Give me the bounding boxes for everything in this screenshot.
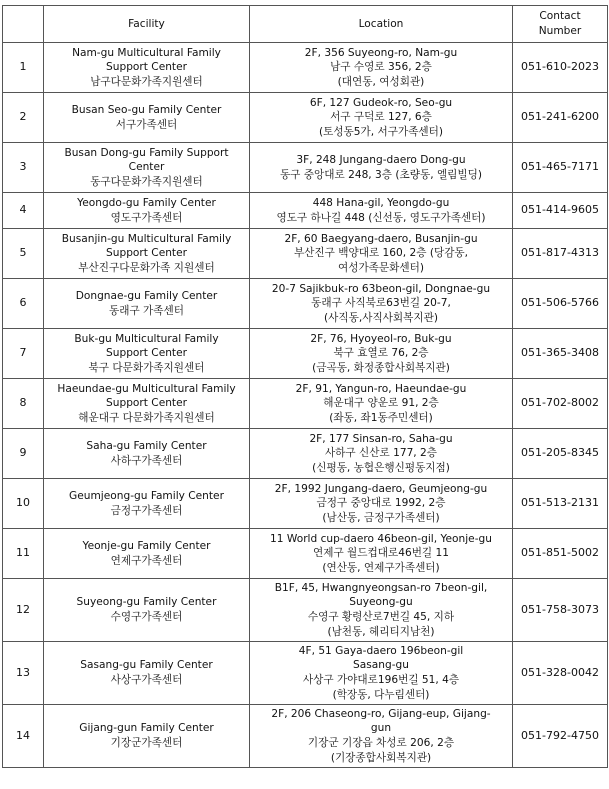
facility-cell	[44, 705, 250, 768]
facility-cell	[44, 193, 250, 229]
location-line: (신평동, 농협은행신평동지점)	[312, 461, 450, 474]
facility-line: 금정구가족센터	[110, 504, 183, 517]
location-cell	[250, 479, 513, 529]
location-cell	[250, 279, 513, 329]
table-row	[3, 143, 608, 193]
row-number: 5	[3, 229, 44, 279]
location-line: 2F, 60 Baegyang-daero, Busanjin-gu	[284, 232, 478, 245]
location-line: (남산동, 금정구가족센터)	[322, 511, 440, 524]
facility-line: 사하구가족센터	[110, 454, 183, 467]
location-line: (토성동5가, 서구가족센터)	[318, 125, 444, 138]
table-row	[3, 642, 608, 705]
row-number: 13	[3, 642, 44, 705]
header-contact	[513, 6, 608, 43]
header-number	[3, 6, 44, 43]
facility-cell	[44, 279, 250, 329]
location-line: 2F, 1992 Jungang-daero, Geumjeong-gu	[274, 482, 488, 495]
location-cell	[250, 705, 513, 768]
facility-cell	[44, 579, 250, 642]
location-line: 2F, 76, Hyoyeol-ro, Buk-gu	[310, 332, 452, 345]
table-row	[3, 193, 608, 229]
location-line: Sasang-gu	[353, 659, 409, 672]
row-number: 12	[3, 579, 44, 642]
facility-line: Buk-gu Multicultural Family	[74, 332, 219, 345]
facility-cell	[44, 43, 250, 93]
location-line: B1F, 45, Hwangnyeongsan-ro 7beon-gil,	[274, 581, 488, 594]
facility-line: Yeongdo-gu Family Center	[77, 196, 216, 209]
row-number: 7	[3, 329, 44, 379]
location-line: 사상구 가야대로196번길 51, 4층	[302, 674, 460, 686]
facility-line: Busanjin-gu Multicultural Family	[61, 232, 232, 245]
location-line: 2F, 177 Sinsan-ro, Saha-gu	[309, 432, 453, 445]
table-row	[3, 529, 608, 579]
contact-number: 051-702-8002	[513, 379, 608, 429]
facility-line: 영도구가족센터	[110, 211, 183, 224]
facility-table	[2, 5, 608, 768]
location-line: 금정구 중앙대로 1992, 2층	[316, 497, 446, 510]
location-cell	[250, 143, 513, 193]
facility-line: Yeonje-gu Family Center	[82, 539, 211, 552]
location-line: 연제구 월드컵대로46번길 11	[312, 547, 450, 560]
facility-cell	[44, 143, 250, 193]
contact-number: 051-758-3073	[513, 579, 608, 642]
contact-number: 051-465-7171	[513, 143, 608, 193]
location-cell	[250, 579, 513, 642]
facility-line: Support Center	[106, 397, 187, 410]
location-line: Suyeong-gu	[349, 596, 413, 609]
location-cell	[250, 229, 513, 279]
location-line: 4F, 51 Gaya-daero 196beon-gil	[298, 644, 464, 657]
location-line: (기장종합사회복지관)	[330, 751, 432, 764]
facility-line: 북구 다문화가족지원센터	[88, 361, 205, 374]
facility-table-document	[2, 5, 607, 768]
facility-cell	[44, 642, 250, 705]
table-row	[3, 705, 608, 768]
table-row	[3, 579, 608, 642]
location-cell	[250, 379, 513, 429]
location-line: 수영구 황령산로7번길 45, 지하	[307, 611, 455, 623]
facility-cell	[44, 529, 250, 579]
location-cell	[250, 329, 513, 379]
facility-line: Haeundae-gu Multicultural Family	[57, 382, 236, 395]
header-contact-line-1: Contact	[539, 10, 581, 23]
facility-line: 서구가족센터	[115, 118, 178, 131]
row-number: 3	[3, 143, 44, 193]
facility-cell	[44, 429, 250, 479]
location-line: (학장동, 다누림센터)	[332, 688, 430, 701]
location-line: 3F, 248 Jungang-daero Dong-gu	[296, 153, 466, 166]
header-contact-line-2: Number	[538, 25, 582, 37]
facility-line: 동구다문화가족지원센터	[90, 175, 203, 188]
table-row	[3, 43, 608, 93]
header-facility: Facility	[44, 6, 250, 43]
facility-line: Support Center	[106, 61, 187, 74]
facility-line: Saha-gu Family Center	[86, 439, 207, 452]
row-number: 10	[3, 479, 44, 529]
location-line: 서구 구덕로 127, 6층	[330, 111, 432, 124]
location-line: 영도구 하나길 448 (신선동, 영도구가족센터)	[276, 211, 486, 224]
contact-number: 051-506-5766	[513, 279, 608, 329]
table-row	[3, 93, 608, 143]
facility-line: Support Center	[106, 347, 187, 360]
location-cell	[250, 93, 513, 143]
row-number: 1	[3, 43, 44, 93]
location-line: (금곡동, 화정종합사회복지관)	[312, 361, 450, 374]
location-cell	[250, 429, 513, 479]
location-line: 448 Hana-gil, Yeongdo-gu	[312, 196, 450, 209]
location-line: 기장군 기장읍 차성로 206, 2층	[307, 737, 455, 749]
row-number: 11	[3, 529, 44, 579]
location-line: (남천동, 헤리티지남천)	[327, 625, 435, 638]
facility-cell	[44, 93, 250, 143]
contact-number: 051-205-8345	[513, 429, 608, 479]
table-row	[3, 229, 608, 279]
row-number: 8	[3, 379, 44, 429]
location-line: 해운대구 양운로 91, 2층	[323, 397, 439, 410]
contact-number: 051-241-6200	[513, 93, 608, 143]
location-line: 2F, 91, Yangun-ro, Haeundae-gu	[295, 382, 467, 395]
location-line: 6F, 127 Gudeok-ro, Seo-gu	[309, 96, 453, 109]
table-body	[3, 43, 608, 768]
table-row	[3, 429, 608, 479]
facility-line: 수영구가족센터	[110, 611, 183, 623]
table-row	[3, 329, 608, 379]
contact-number: 051-792-4750	[513, 705, 608, 768]
row-number: 9	[3, 429, 44, 479]
location-line: 11 World cup-daero 46beon-gil, Yeonje-gu	[270, 532, 492, 545]
facility-cell	[44, 379, 250, 429]
location-line: 20-7 Sajikbuk-ro 63beon-gil, Dongnae-gu	[271, 282, 491, 295]
row-number: 2	[3, 93, 44, 143]
location-line: (연산동, 연제구가족센터)	[322, 561, 440, 574]
location-line: 여성가족문화센터)	[337, 261, 424, 274]
location-line: gun	[370, 722, 392, 735]
facility-line: 사상구가족센터	[110, 674, 183, 686]
location-line: (사직동,사직사회복지관)	[324, 311, 438, 324]
location-line: 동구 중앙대로 248, 3층 (초량동, 엘림빌딩)	[279, 168, 483, 181]
location-cell	[250, 529, 513, 579]
facility-line: Center	[128, 161, 165, 174]
location-line: 동래구 사직북로63번길 20-7,	[311, 297, 451, 310]
contact-number: 051-328-0042	[513, 642, 608, 705]
facility-line: Busan Seo-gu Family Center	[71, 103, 222, 116]
facility-line: 남구다문화가족지원센터	[90, 75, 203, 88]
contact-number: 051-851-5002	[513, 529, 608, 579]
contact-number: 051-610-2023	[513, 43, 608, 93]
location-line: 부산진구 백양대로 160, 2층 (당감동,	[293, 247, 469, 260]
location-line: 북구 효열로 76, 2층	[333, 347, 429, 360]
facility-line: 동래구 가족센터	[108, 304, 184, 317]
table-header-row	[3, 6, 608, 43]
facility-line: Gijang-gun Family Center	[79, 722, 214, 735]
contact-number: 051-513-2131	[513, 479, 608, 529]
row-number: 14	[3, 705, 44, 768]
row-number: 4	[3, 193, 44, 229]
location-line: (좌동, 좌1동주민센터)	[329, 411, 433, 424]
facility-line: Dongnae-gu Family Center	[75, 289, 218, 302]
facility-line: Suyeong-gu Family Center	[76, 596, 217, 609]
table-row	[3, 379, 608, 429]
table-row	[3, 479, 608, 529]
facility-cell	[44, 229, 250, 279]
location-cell	[250, 642, 513, 705]
location-line: 남구 수영로 356, 2층	[330, 61, 432, 74]
contact-number: 051-414-9605	[513, 193, 608, 229]
facility-line: Busan Dong-gu Family Support	[64, 146, 229, 159]
location-line: 2F, 356 Suyeong-ro, Nam-gu	[304, 46, 458, 59]
contact-number: 051-365-3408	[513, 329, 608, 379]
location-line: 사하구 신산로 177, 2층	[324, 447, 438, 460]
contact-number: 051-817-4313	[513, 229, 608, 279]
facility-cell	[44, 479, 250, 529]
facility-line: 연제구가족센터	[110, 554, 183, 567]
location-cell	[250, 193, 513, 229]
facility-line: 부산진구다문화가족 지원센터	[78, 261, 215, 274]
facility-line: Support Center	[106, 247, 187, 260]
facility-cell	[44, 329, 250, 379]
facility-line: Sasang-gu Family Center	[80, 659, 213, 672]
facility-line: 해운대구 다문화가족지원센터	[78, 411, 215, 424]
facility-line: Geumjeong-gu Family Center	[69, 489, 224, 502]
location-cell	[250, 43, 513, 93]
location-line: (대연동, 여성회관)	[337, 75, 425, 88]
facility-line: 기장군가족센터	[110, 737, 183, 749]
location-line: 2F, 206 Chaseong-ro, Gijang-eup, Gijang-	[271, 707, 491, 720]
header-location: Location	[250, 6, 513, 43]
facility-line: Nam-gu Multicultural Family	[72, 46, 221, 59]
table-row	[3, 279, 608, 329]
row-number: 6	[3, 279, 44, 329]
